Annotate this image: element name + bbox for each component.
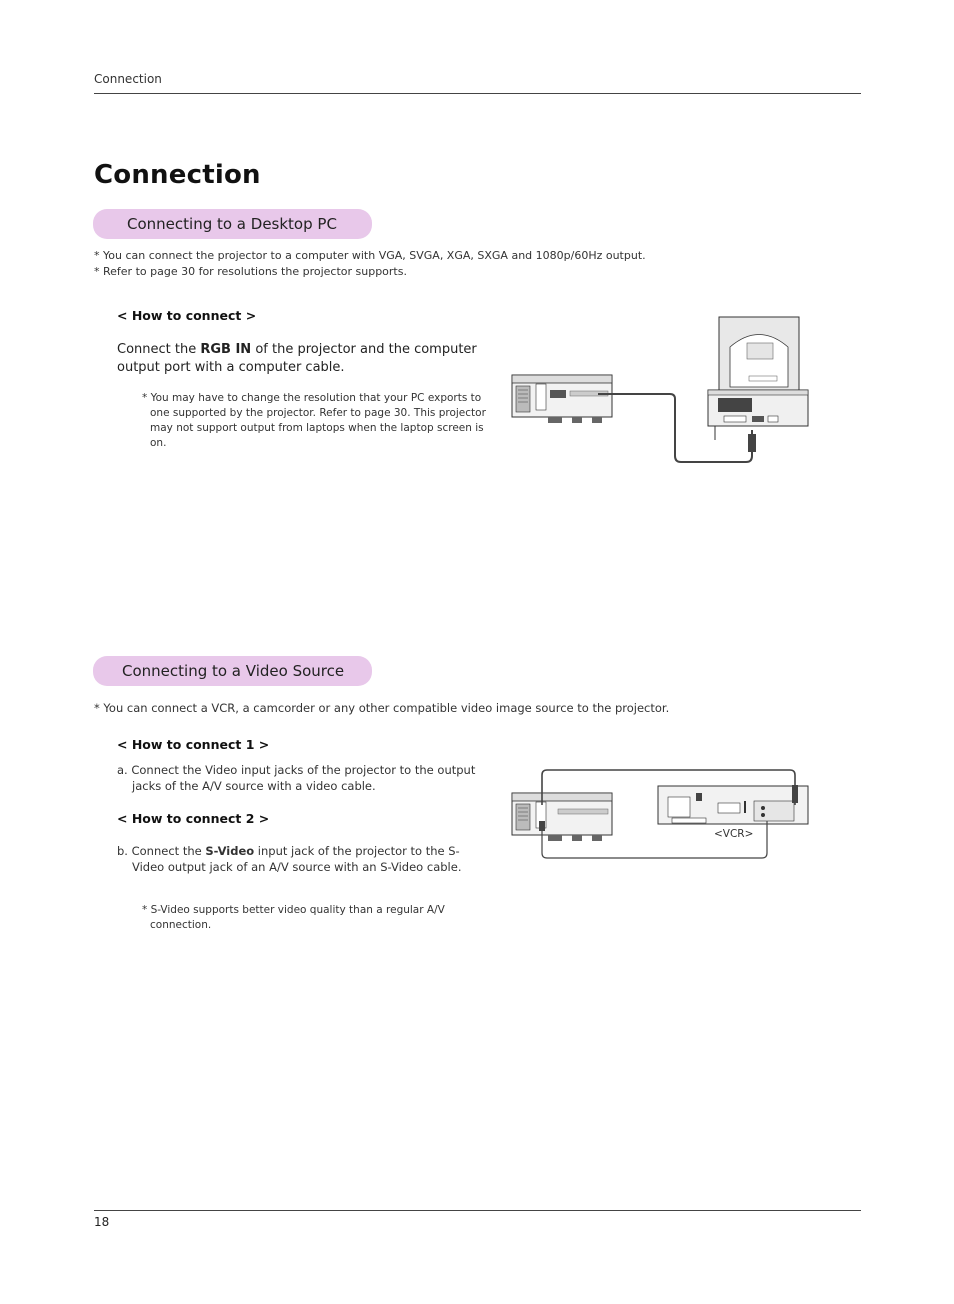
instruction-text: Connect the — [117, 342, 201, 357]
how-to-connect-1-heading: < How to connect 1 > — [117, 737, 270, 752]
pc-connection-diagram — [508, 312, 813, 467]
step-b-text: b. Connect the — [117, 844, 206, 858]
step-b-text-rest: input jack of the projector to the S-Video output jack of an A/V source with an S-Video cable. — [132, 844, 462, 874]
section-heading-label: Connecting to a Desktop PC — [127, 215, 337, 233]
vcr-icon — [658, 786, 808, 824]
section-heading-label: Connecting to a Video Source — [122, 662, 345, 680]
video-connection-diagram — [508, 765, 813, 865]
header-rule — [94, 93, 861, 94]
running-header: Connection — [94, 72, 162, 86]
how-to-connect-heading: < How to connect > — [117, 308, 257, 323]
section-heading-desktop-pc — [93, 209, 372, 239]
projector-icon — [512, 793, 612, 841]
step-b — [117, 843, 467, 875]
instruction-text-rest: of the projector and the computer output port with a computer cable. — [117, 342, 477, 375]
page-title: Connection — [94, 160, 261, 190]
connect-instruction — [117, 341, 492, 377]
step-b-bold: S-Video — [205, 844, 255, 858]
projector-icon — [512, 375, 612, 423]
note-video-source: * You can connect a VCR, a camcorder or any other compatible video image source to the projector. — [94, 701, 670, 715]
footer-rule — [94, 1210, 861, 1211]
note-page-ref: * Refer to page 30 for resolutions the projector supports. — [94, 265, 407, 278]
instruction-bold: RGB IN — [200, 342, 252, 357]
s-video-footnote: * S-Video supports better video quality than a regular A/V connection. — [142, 904, 445, 931]
computer-icon — [708, 390, 808, 440]
pc-resolution-footnote: * You may have to change the resolution that your PC exports to one supported by the projector. Refer to page 30. This projector may not support output from laptops when the laptop screen is on. — [142, 392, 486, 449]
page-number: 18 — [94, 1215, 110, 1229]
how-to-connect-2-heading: < How to connect 2 > — [117, 811, 270, 826]
note-resolutions: * You can connect the projector to a computer with VGA, SVGA, XGA, SXGA and 1080p/60Hz output. — [94, 249, 646, 262]
vcr-label: <VCR> — [714, 828, 754, 840]
section-heading-video-source — [93, 656, 372, 686]
monitor-icon — [719, 317, 799, 390]
step-a: a. Connect the Video input jacks of the projector to the output jacks of the A/V source with a video cable. — [117, 763, 476, 793]
